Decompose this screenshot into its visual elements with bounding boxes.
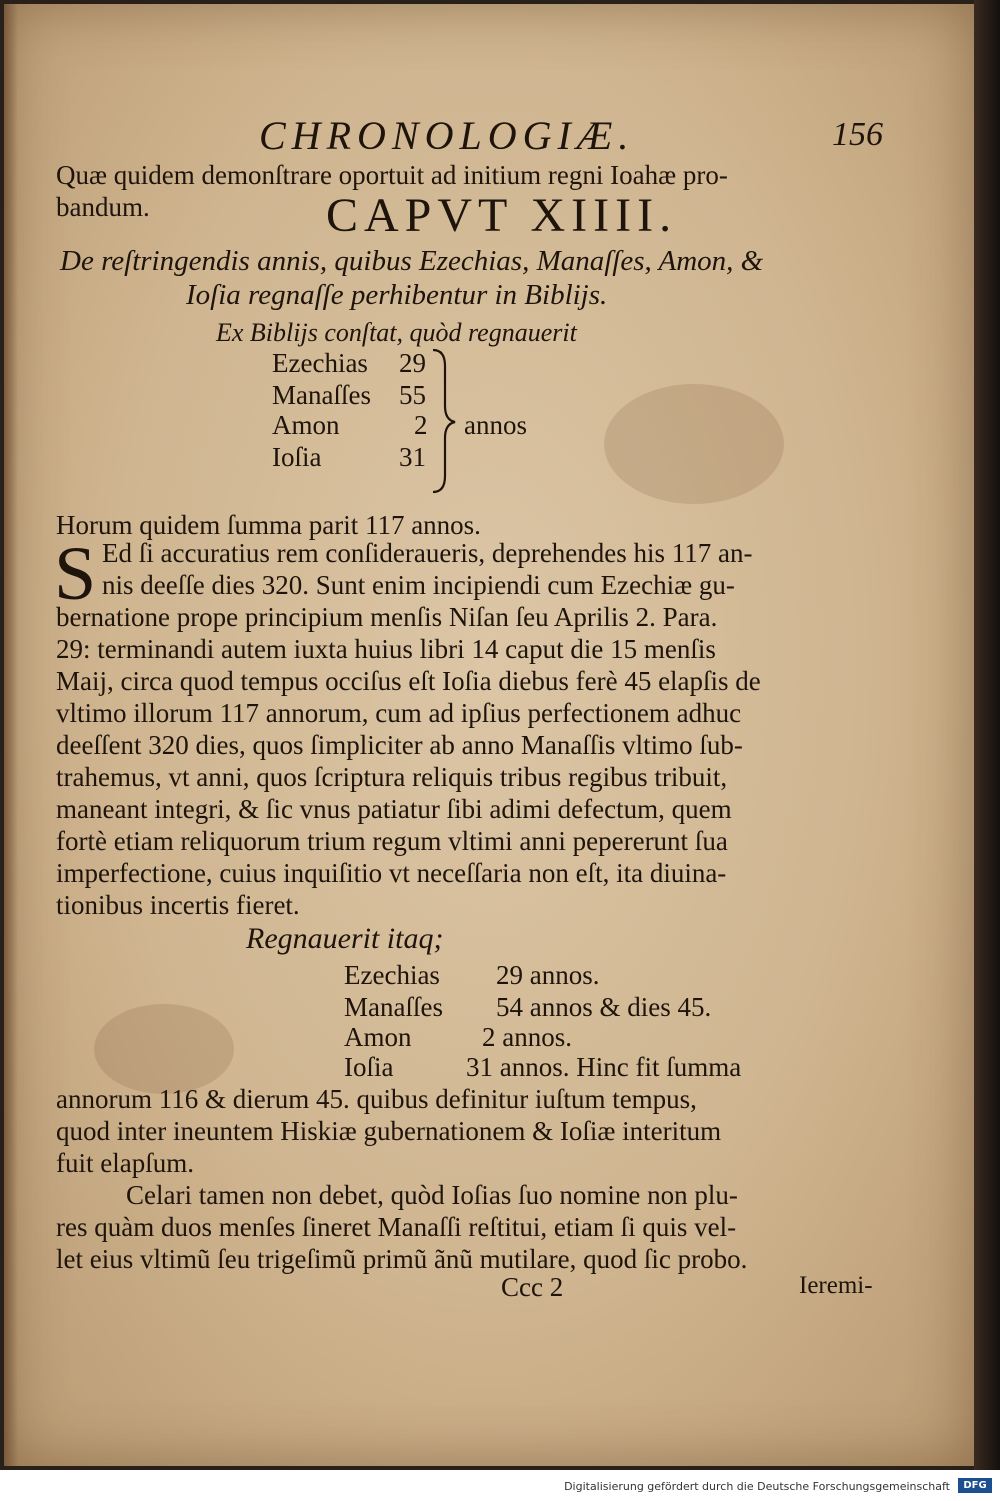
paragraph-line: res quàm duos menſes ſineret Manaſſi reſtitui, etiam ſi quis vel-	[56, 1212, 737, 1242]
catchword: Ieremi-	[799, 1272, 873, 1299]
paragraph-line: vltimo illorum 117 annorum, cum ad ipſius perfectionem adhuc	[56, 698, 742, 728]
paragraph-line: bernatione prope principium menſis Niſan ſeu Aprilis 2. Para.	[56, 602, 718, 632]
table1-row-years: 31	[399, 442, 426, 472]
table1-lead: Ex Biblijs conſtat, quòd regnauerit	[216, 318, 577, 347]
table2-row-name: Ezechias	[344, 960, 440, 990]
signature-mark: Ccc 2	[501, 1272, 564, 1302]
paragraph-line: Ed ſi accuratius rem conſideraueris, deprehendes his 117 an-	[102, 538, 753, 568]
paragraph-line: quod inter ineuntem Hiskiæ gubernationem & Ioſiæ interitum	[56, 1116, 722, 1146]
paragraph-line: Maij, circa quod tempus occiſus eſt Ioſia diebus ferè 45 elapſis de	[56, 666, 761, 696]
running-title: CHRONOLOGIÆ.	[259, 113, 635, 158]
paragraph-line: trahemus, vt anni, quos ſcriptura reliquis tribus regibus tribuit,	[56, 762, 728, 792]
paragraph-line: maneant integri, & ſic vnus patiatur ſibi adimi defectum, quem	[56, 794, 732, 824]
subtitle-line-1: De reſtringendis annis, quibus Ezechias, Manaſſes, Amon, &	[60, 245, 764, 277]
page-number: 156	[832, 116, 883, 153]
subtitle-line-2: Ioſia regnaſſe perhibentur in Biblijs.	[186, 279, 608, 311]
funding-credit: Digitalisierung gefördert durch die Deutsche Forschungsgemeinschaft	[564, 1480, 950, 1493]
paragraph-line: nis deeſſe dies 320. Sunt enim incipiendi cum Ezechiæ gu-	[102, 570, 735, 600]
table1-row-name: Ezechias	[272, 348, 368, 378]
table1-row-name: Amon	[272, 410, 340, 440]
paragraph-line: fortè etiam reliquorum trium regum vltimi anni pepererunt ſua	[56, 826, 728, 856]
intro-line-2: bandum.	[56, 192, 150, 222]
page-edge	[974, 0, 1000, 1470]
book-page	[4, 4, 974, 1466]
paragraph-line: fuit elapſum.	[56, 1148, 194, 1178]
curly-brace-icon	[429, 346, 459, 496]
paragraph-line: deeſſent 320 dies, quos ſimpliciter ab anno Manaſſis vltimo ſub-	[56, 730, 743, 760]
table2-row-name: Amon	[344, 1022, 412, 1052]
paragraph-line: tionibus incertis fieret.	[56, 890, 300, 920]
paragraph-line: Celari tamen non debet, quòd Ioſias ſuo nomine non plu-	[126, 1180, 738, 1210]
paragraph-line: 29: terminandi autem iuxta huius libri 14 caput die 15 menſis	[56, 634, 716, 664]
table1-unit: annos	[464, 410, 527, 440]
table1-row-years: 55	[399, 380, 426, 410]
table1-row-name: Ioſia	[272, 442, 322, 472]
table1-row-years: 2	[414, 410, 428, 440]
paper-stain	[604, 384, 784, 504]
table2-row-value: 2 annos.	[482, 1022, 572, 1052]
page-spine-shadow	[4, 4, 18, 1466]
table2-row-name: Manaſſes	[344, 992, 443, 1022]
intro-line-1: Quæ quidem demonſtrare oportuit ad initium regni Ioahæ pro-	[56, 160, 728, 190]
chapter-heading: CAPVT XIIII.	[326, 189, 678, 242]
paragraph-line: annorum 116 & dierum 45. quibus definitur iuſtum tempus,	[56, 1084, 697, 1114]
table1-row-years: 29	[399, 348, 426, 378]
paper-stain	[94, 1004, 234, 1094]
table2-row-value: 29 annos.	[496, 960, 600, 990]
drop-cap: S	[54, 532, 97, 616]
table2-lead: Regnauerit itaq;	[246, 922, 444, 955]
paragraph-line: imperfectione, cuius inquiſitio vt neceſſaria non eſt, ita diuina-	[56, 858, 727, 888]
table2-row-value: 31 annos. Hinc fit ſumma	[466, 1052, 742, 1082]
paragraph-line: let eius vltimũ ſeu trigeſimũ primũ ãnũ mutilare, quod ſic probo.	[56, 1244, 748, 1274]
sum-line: Horum quidem ſumma parit 117 annos.	[56, 510, 481, 540]
table2-row-value: 54 annos & dies 45.	[496, 992, 712, 1022]
table2-row-name: Ioſia	[344, 1052, 394, 1082]
dfg-logo: DFG	[958, 1478, 992, 1493]
table1-row-name: Manaſſes	[272, 380, 371, 410]
